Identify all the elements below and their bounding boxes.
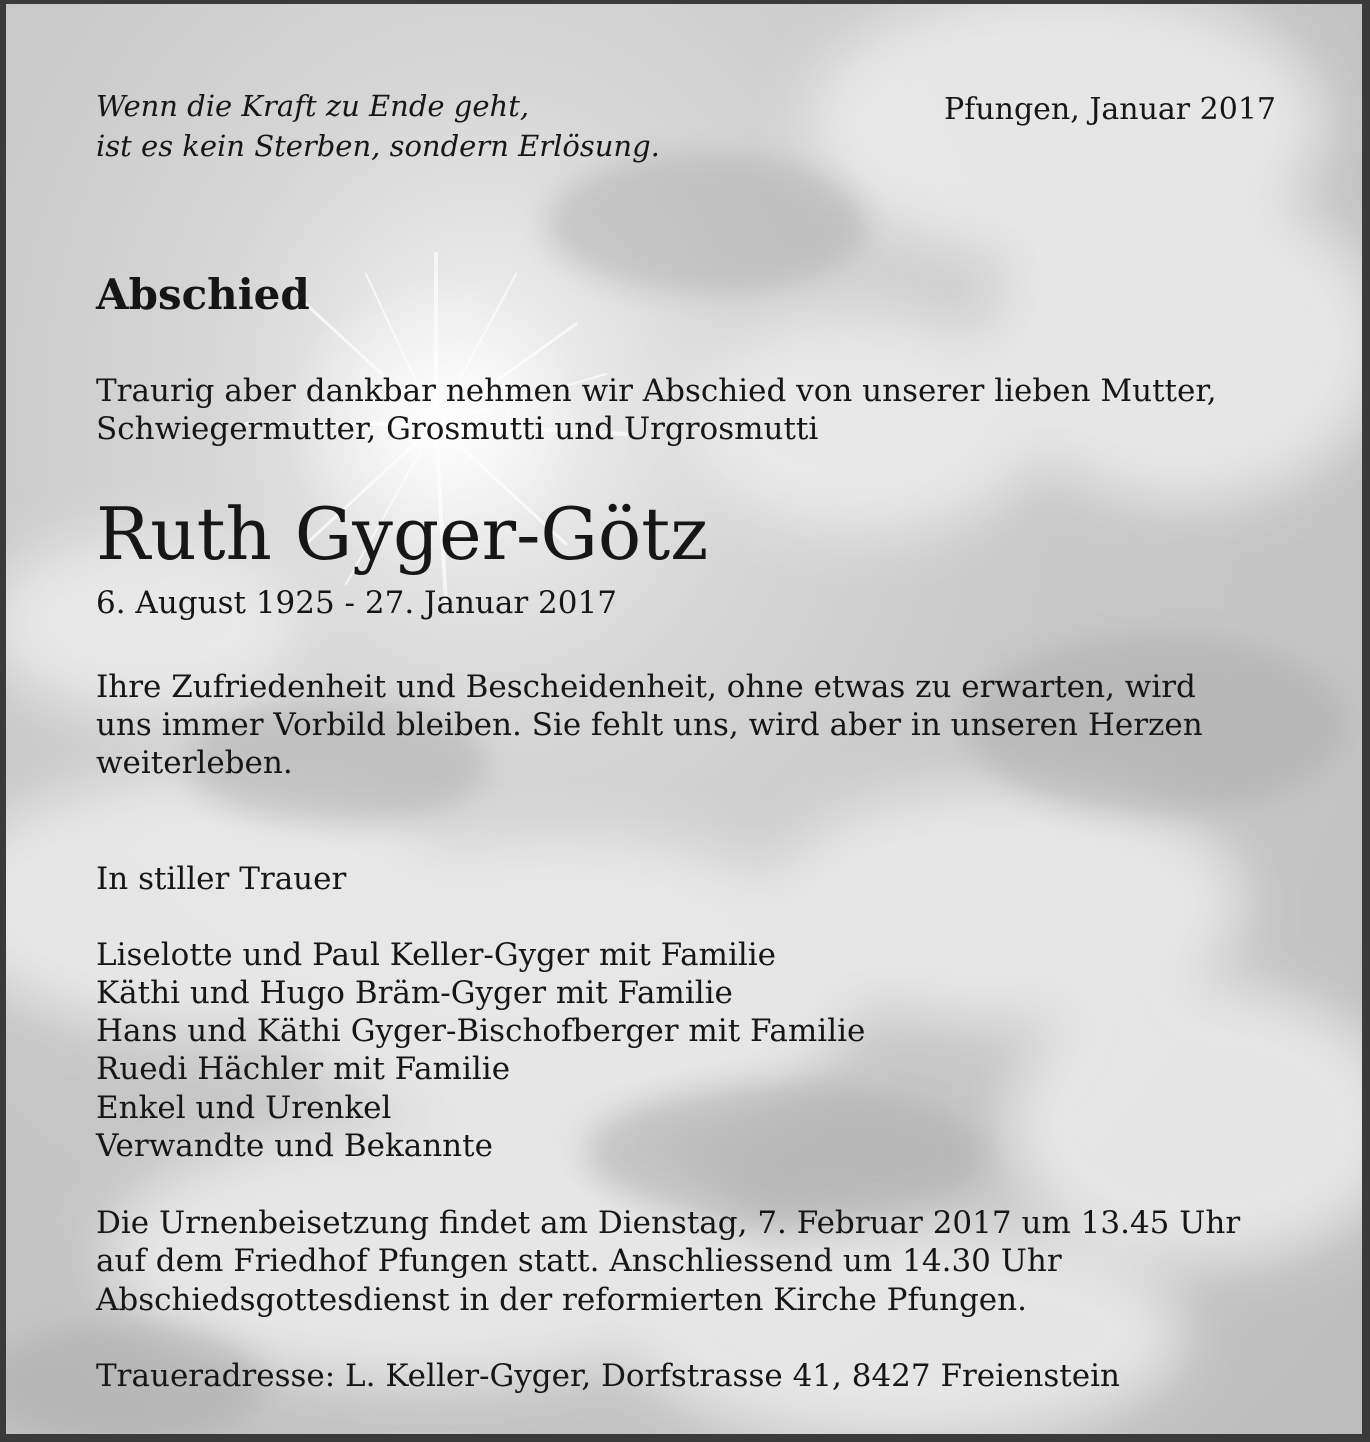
- mourner-item: Verwandte und Bekannte: [96, 1128, 493, 1164]
- mourning-label: In stiller Trauer: [96, 861, 347, 897]
- mourning-address: Traueradresse: L. Keller-Gyger, Dorfstrasse 41, 8427 Freienstein: [96, 1358, 1120, 1394]
- service-line-3: Abschiedsgottesdienst in der reformierten Kirche Pfungen.: [96, 1282, 1027, 1318]
- place-date: Pfungen, Januar 2017: [944, 92, 1276, 127]
- mourner-item: Liselotte und Paul Keller-Gyger mit Familie: [96, 937, 777, 973]
- intro-line-2: Schwiegermutter, Grosmutti und Urgrosmutti: [96, 411, 819, 447]
- intro-line-1: Traurig aber dankbar nehmen wir Abschied von unserer lieben Mutter,: [96, 373, 1217, 409]
- tribute-line-1: Ihre Zufriedenheit und Bescheidenheit, ohne etwas zu erwarten, wird: [96, 669, 1196, 705]
- mourner-item: Hans und Käthi Gyger-Bischofberger mit Familie: [96, 1013, 866, 1049]
- heading: Abschied: [96, 270, 310, 319]
- service-line-1: Die Urnenbeisetzung findet am Dienstag, 7. Februar 2017 um 13.45 Uhr: [96, 1205, 1241, 1241]
- mourner-item: Ruedi Hächler mit Familie: [96, 1051, 511, 1087]
- mourner-item: Käthi und Hugo Bräm-Gyger mit Familie: [96, 975, 733, 1011]
- mourner-item: Enkel und Urenkel: [96, 1090, 392, 1126]
- notice-content: [96, 4, 1276, 1434]
- obituary-notice: [6, 4, 1362, 1434]
- quote-line-2: ist es kein Sterben, sondern Erlösung.: [96, 129, 660, 163]
- deceased-name: Ruth Gyger-Götz: [96, 492, 709, 576]
- tribute-line-3: weiterleben.: [96, 745, 293, 781]
- life-dates: 6. August 1925 - 27. Januar 2017: [96, 585, 617, 621]
- tribute-line-2: uns immer Vorbild bleiben. Sie fehlt uns, wird aber in unseren Herzen: [96, 707, 1203, 743]
- quote-line-1: Wenn die Kraft zu Ende geht,: [96, 89, 530, 123]
- service-line-2: auf dem Friedhof Pfungen statt. Anschliessend um 14.30 Uhr: [96, 1243, 1062, 1279]
